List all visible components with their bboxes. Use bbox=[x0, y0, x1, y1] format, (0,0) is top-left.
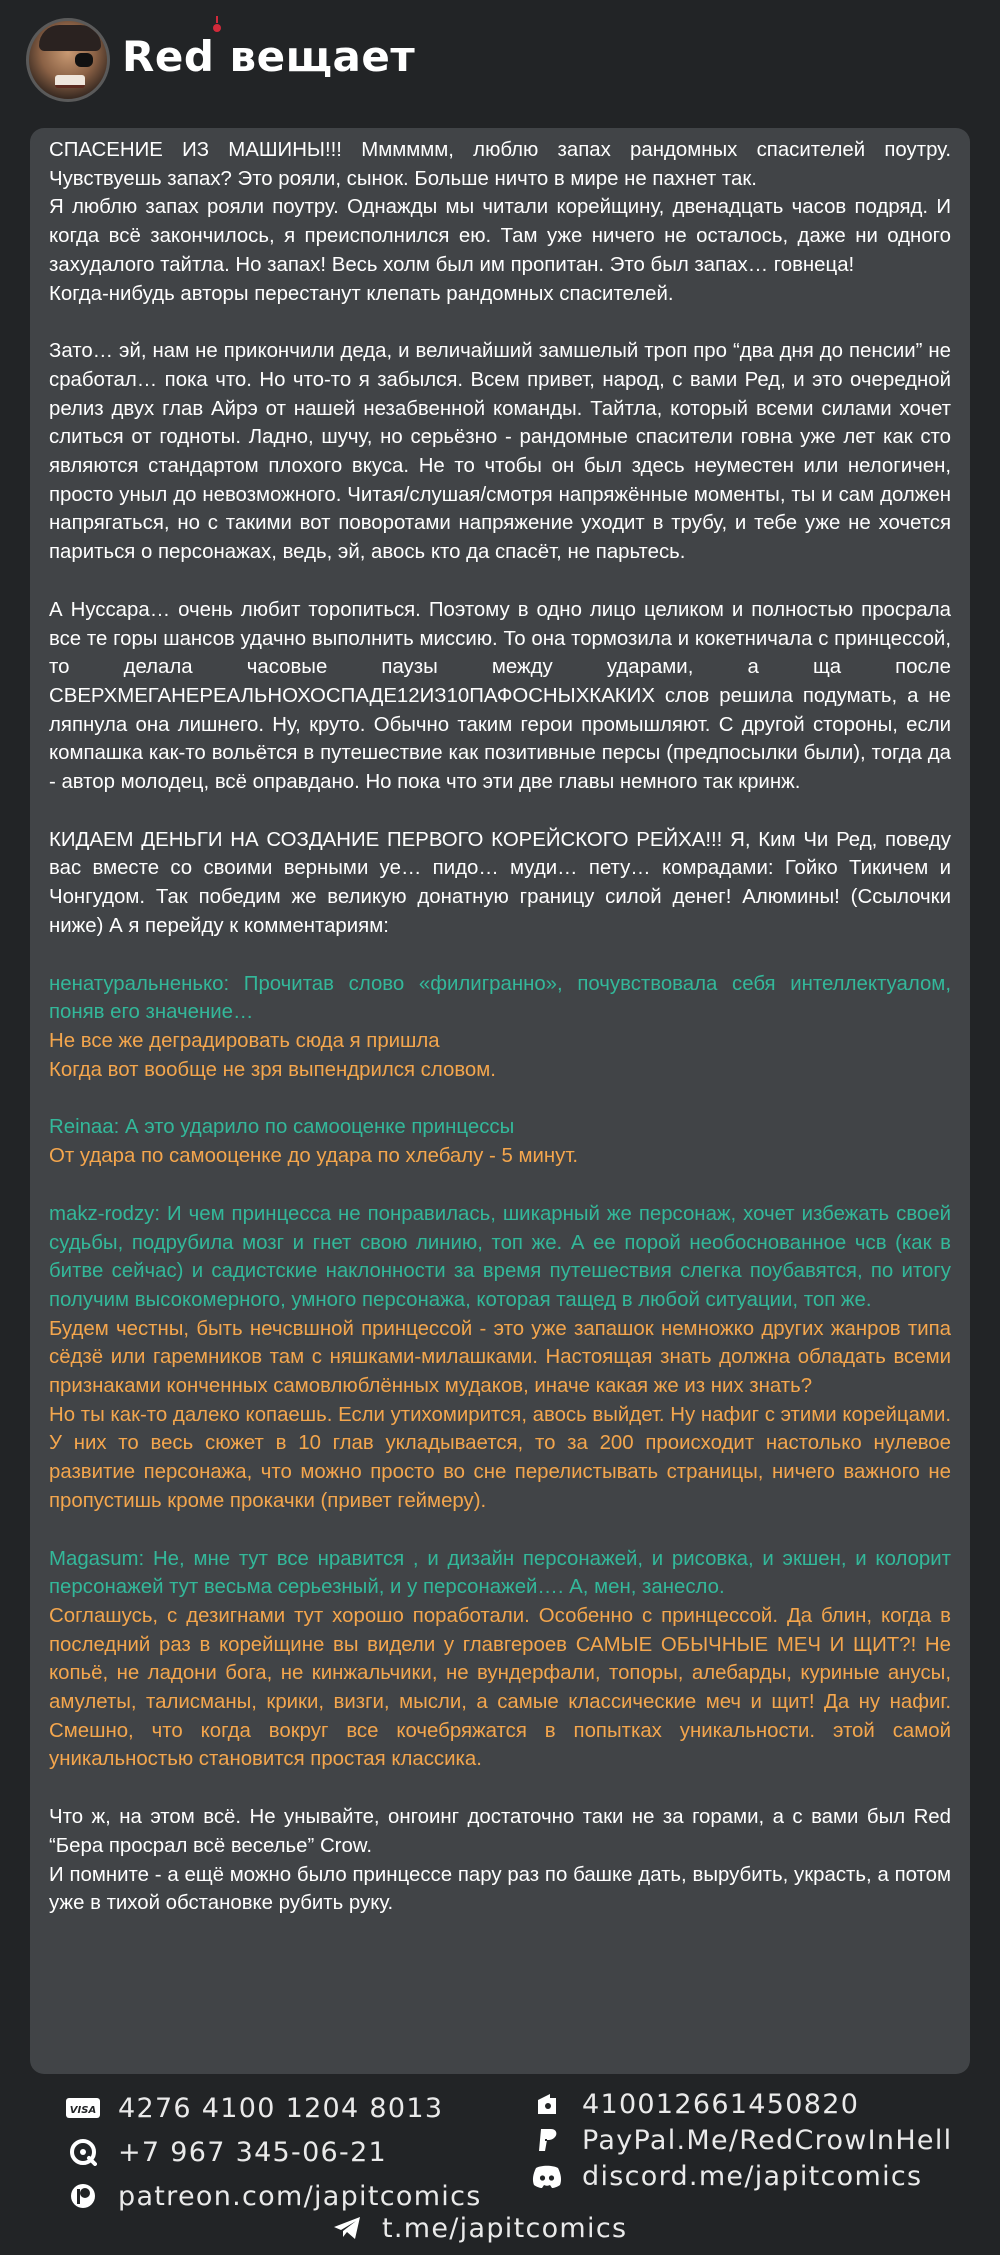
qiwi-icon bbox=[66, 2137, 100, 2167]
reader-comment: Reinaa: А это ударило по самооценке принцессы bbox=[49, 1116, 515, 1139]
paragraph-text: Зато… эй, нам не прикончили деда, и величайший замшелый троп про “два дня до пенсии” не сработал… пока что. Но что-то я забылся. Всем привет, народ, с вами Ред, и это очередной релиз двух глав Айрэ от нашей незабвенной команды. Тайтла, который всеми силами хочет слиться от годноты. Ладно, шучу, но серьёзно - рандомные спасители говна уже лет как сто являются стандартом плохого вкуса. Не то чтобы он был здесь неуместен или нелогичен, просто уныл до невозможного. Читая/слушая/смотря напряжённые моменты, ты и сам должен напрягаться, но с такими вот поворотами напряжение уходит в трубу, и тебе уже не хочется париться о персонажах, ведь, эй, авось кто да спасёт, не парьтесь. bbox=[49, 340, 951, 564]
yoomoney-icon bbox=[530, 2089, 564, 2119]
comment-block bbox=[49, 1113, 951, 1170]
telegram-link: t.me/japitcomics bbox=[382, 2212, 628, 2244]
paragraph-intro bbox=[49, 136, 951, 308]
svg-text:VISA: VISA bbox=[69, 2105, 97, 2116]
avatar-hair bbox=[39, 25, 101, 51]
paragraph-line: Что ж, на этом всё. Не унывайте, онгоинг достаточно таки не за горами, а с вами был Red “Бера просрал всё веселье” Crow. bbox=[49, 1806, 951, 1857]
paragraph-line: И помните - а ещё можно было принцессе пару раз по башке дать, вырубить, украсть, а потом уже в тихой обстановке рубить руку. bbox=[49, 1863, 951, 1915]
paypal-row[interactable] bbox=[530, 2122, 952, 2158]
header bbox=[26, 18, 926, 108]
reader-comment: ненатуральненько: Прочитав слово «филигранно», почувствовала себя интеллектуалом, поняв его значение… bbox=[49, 972, 951, 1024]
patreon-row[interactable] bbox=[66, 2178, 482, 2214]
avatar bbox=[26, 18, 110, 102]
patreon-icon bbox=[66, 2181, 100, 2211]
telegram-row[interactable] bbox=[330, 2210, 627, 2246]
title-accent-icon bbox=[213, 24, 221, 32]
visa-card-number: 4276 4100 1204 8013 bbox=[118, 2092, 444, 2124]
paragraph-line: СПАСЕНИЕ ИЗ МАШИНЫ!!! Мммммм, люблю запах рандомных спасителей поутру. Чувствуешь запах? Это рояли, сынок. Больше ничто в мире не пахнет так. bbox=[49, 139, 951, 190]
qiwi-row[interactable] bbox=[66, 2134, 387, 2170]
telegram-icon bbox=[330, 2213, 364, 2243]
donation-footer bbox=[0, 2090, 1000, 2255]
paypal-link: PayPal.Me/RedCrowInHell bbox=[582, 2124, 953, 2156]
patreon-link: patreon.com/japitcomics bbox=[118, 2180, 482, 2212]
yoomoney-wallet: 410012661450820 bbox=[582, 2088, 860, 2120]
visa-row[interactable] bbox=[66, 2090, 443, 2126]
reader-comment: Magasum: Не, мне тут все нравится , и дизайн персонажей, и рисовка, и экшен, и колорит персонажей тут весьма серьезный, и у персонажей…. А, мен, занесло. bbox=[49, 1547, 951, 1599]
discord-icon bbox=[530, 2161, 564, 2191]
paragraph-line: Когда-нибудь авторы перестанут клепать рандомных спасителей. bbox=[49, 282, 674, 305]
comment-block bbox=[49, 1200, 951, 1516]
paypal-icon bbox=[530, 2125, 564, 2155]
paragraph-3 bbox=[49, 596, 951, 797]
avatar-eye-patch bbox=[75, 53, 93, 67]
comment-block bbox=[49, 970, 951, 1085]
paragraph-text: А Нуссара… очень любит торопиться. Поэтому в одно лицо целиком и полностью просрала все те горы шансов удачно выполнить миссию. То она тормозила и кокетничала с принцессой, то делала часовые паузы между ударами, а ща после СВЕРХМЕГАНЕРЕАЛЬНОХОСПАДЕ12ИЗ10ПАФОСНЫХКАКИХ слов решила подумать, а не ляпнула она лишнего. Ну, круто. Обычно таким герои промышляют. С другой стороны, если компашка как-то вольётся в путешествие как позитивные персы (предпосылки были), тогда да - автор молодец, всё оправдано. Но пока что эти две главы немного так кринж. bbox=[49, 598, 951, 794]
page-title: Red вещает bbox=[122, 32, 416, 81]
paragraph-4 bbox=[49, 826, 951, 941]
yoomoney-row[interactable] bbox=[530, 2086, 859, 2122]
paragraph-2 bbox=[49, 337, 951, 567]
author-reply: Соглашусь, с дезигнами тут хорошо поработали. Особенно с принцессой. Да блин, когда в последний раз в корейщине вы видели у главгероев САМЫЕ ОБЫЧНЫЕ МЕЧ И ЩИТ?! Не копьё, не ладони бога, не кинжальчики, не вундерфали, топоры, алебарды, куриные анусы, амулеты, талисманы, крики, визги, мысли, а самые классические меч и щит! Да ну нафиг. Смешно, что когда вокруг все кочебряжатся в попытках уникальности. этой самой уникальностью становится простая классика. bbox=[49, 1604, 951, 1771]
discord-row[interactable] bbox=[530, 2158, 922, 2194]
discord-link: discord.me/japitcomics bbox=[582, 2160, 923, 2192]
paragraph-text: КИДАЕМ ДЕНЬГИ НА СОЗДАНИЕ ПЕРВОГО КОРЕЙСКОГО РЕЙХА!!! Я, Ким Чи Ред, поведу вас вместе со своими верными уе… пидо… муди… пету… комрадами: Гойко Тикичем и Чонгудом. Так победим же великую донатную границу силой денег! Алюмины! (Ссылочки ниже) А я перейду к комментариям: bbox=[49, 828, 951, 937]
comment-block bbox=[49, 1545, 951, 1775]
post-card bbox=[30, 128, 970, 2074]
avatar-mouth bbox=[55, 75, 85, 88]
paragraph-outro bbox=[49, 1803, 951, 1918]
author-reply: Будем честны, быть нечсвшной принцессой - это уже запашок немножко других жанров типа сёдзё или гаремников там с няшками-милашками. Настоящая знать должна обладать всеми признаками конченных самовлюблённых мудаков, иначе какая же из них знать? bbox=[49, 1317, 951, 1398]
author-reply: От удара по самооценке до удара по хлебалу - 5 минут. bbox=[49, 1145, 579, 1168]
author-reply: Но ты как-то далеко копаешь. Если утихомирится, авось выйдет. Ну нафиг с этими корейцами. У них то весь сюжет в 10 глав укладывается, то за 200 происходит настолько нулевое развитие персонажа, что можно просто во сне перелистывать страницы, ничего важного не пропустишь кроме прокачки (привет геймеру). bbox=[49, 1403, 951, 1512]
qiwi-phone: +7 967 345-06-21 bbox=[118, 2136, 388, 2168]
visa-icon bbox=[66, 2093, 100, 2123]
author-reply: Не все же деградировать сюда я пришла bbox=[49, 1029, 440, 1052]
author-reply: Когда вот вообще не зря выпендрился словом. bbox=[49, 1058, 496, 1081]
paragraph-line: Я люблю запах рояли поутру. Однажды мы читали корейщину, двенадцать часов подряд. И когда всё закончилось, я преисполнился ею. Там уже ничего не осталось, даже ни одного захудалого тайтла. Но запах! Весь холм был им пропитан. Это был запах… говнеца! bbox=[49, 196, 951, 276]
reader-comment: makz-rodzy: И чем принцесса не понравилась, шикарный же персонаж, хочет избежать своей судьбы, подрубила мозг и гнет свою линию, топ же. А ее порой необоснованное чсв (как в битве сейчас) и садистские наклонности за время путешествия слегка поубавятся, по итогу получим высокомерного, умного персонажа, которая тащед в любой ситуации, топ же. bbox=[49, 1202, 951, 1311]
